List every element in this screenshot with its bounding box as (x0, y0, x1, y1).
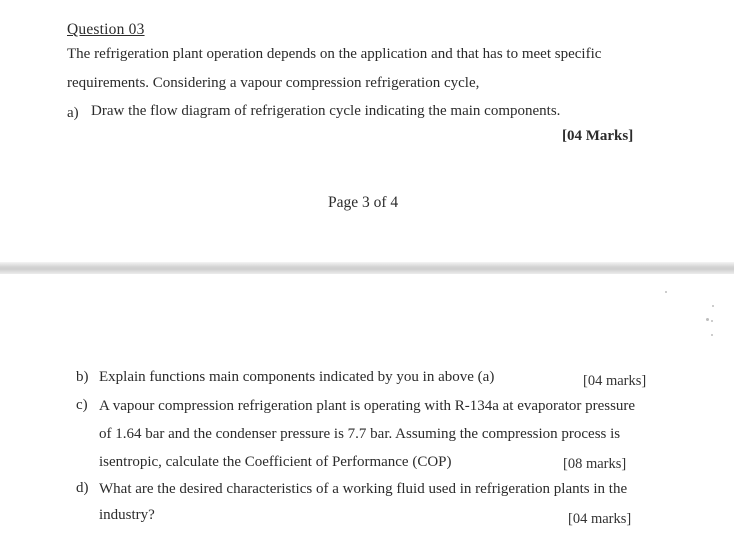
part-a-marks: [04 Marks] (562, 128, 634, 144)
part-a-label: a) (67, 105, 79, 121)
scan-speck (712, 305, 714, 307)
part-c-line-2: of 1.64 bar and the condenser pressure is 7.7 bar. Assuming the compression process is (99, 426, 621, 442)
part-c-line-1: A vapour compression refrigeration plant is operating with R-134a at evaporator pressure (99, 398, 636, 414)
part-d-line-1: What are the desired characteristics of a working fluid used in refrigeration plants in the (99, 481, 628, 497)
scan-speck (711, 334, 713, 336)
part-d-line-2: industry? (99, 507, 155, 523)
scan-speck (665, 291, 667, 293)
question-intro-line-2: requirements. Considering a vapour compression refrigeration cycle, (67, 75, 480, 91)
part-d-marks: [04 marks] (568, 511, 632, 527)
scan-speck (706, 318, 709, 321)
scan-speck (711, 320, 713, 322)
part-a-text: Draw the flow diagram of refrigeration cycle indicating the main components. (91, 103, 561, 119)
part-d-label: d) (76, 480, 89, 496)
part-b-text: Explain functions main components indicated by you in above (a) (99, 369, 495, 385)
page-number: Page 3 of 4 (328, 194, 399, 211)
page-3-bottom (0, 0, 734, 262)
part-b-marks: [04 marks] (583, 373, 647, 389)
part-c-marks: [08 marks] (563, 456, 627, 472)
part-c-line-3: isentropic, calculate the Coefficient of Performance (COP) (99, 454, 452, 470)
part-c-label: c) (76, 397, 88, 413)
question-intro-line-1: The refrigeration plant operation depends on the application and that has to meet specific (67, 46, 602, 62)
question-title: Question 03 (67, 21, 145, 38)
part-b-label: b) (76, 369, 89, 385)
page-separator (0, 262, 734, 274)
